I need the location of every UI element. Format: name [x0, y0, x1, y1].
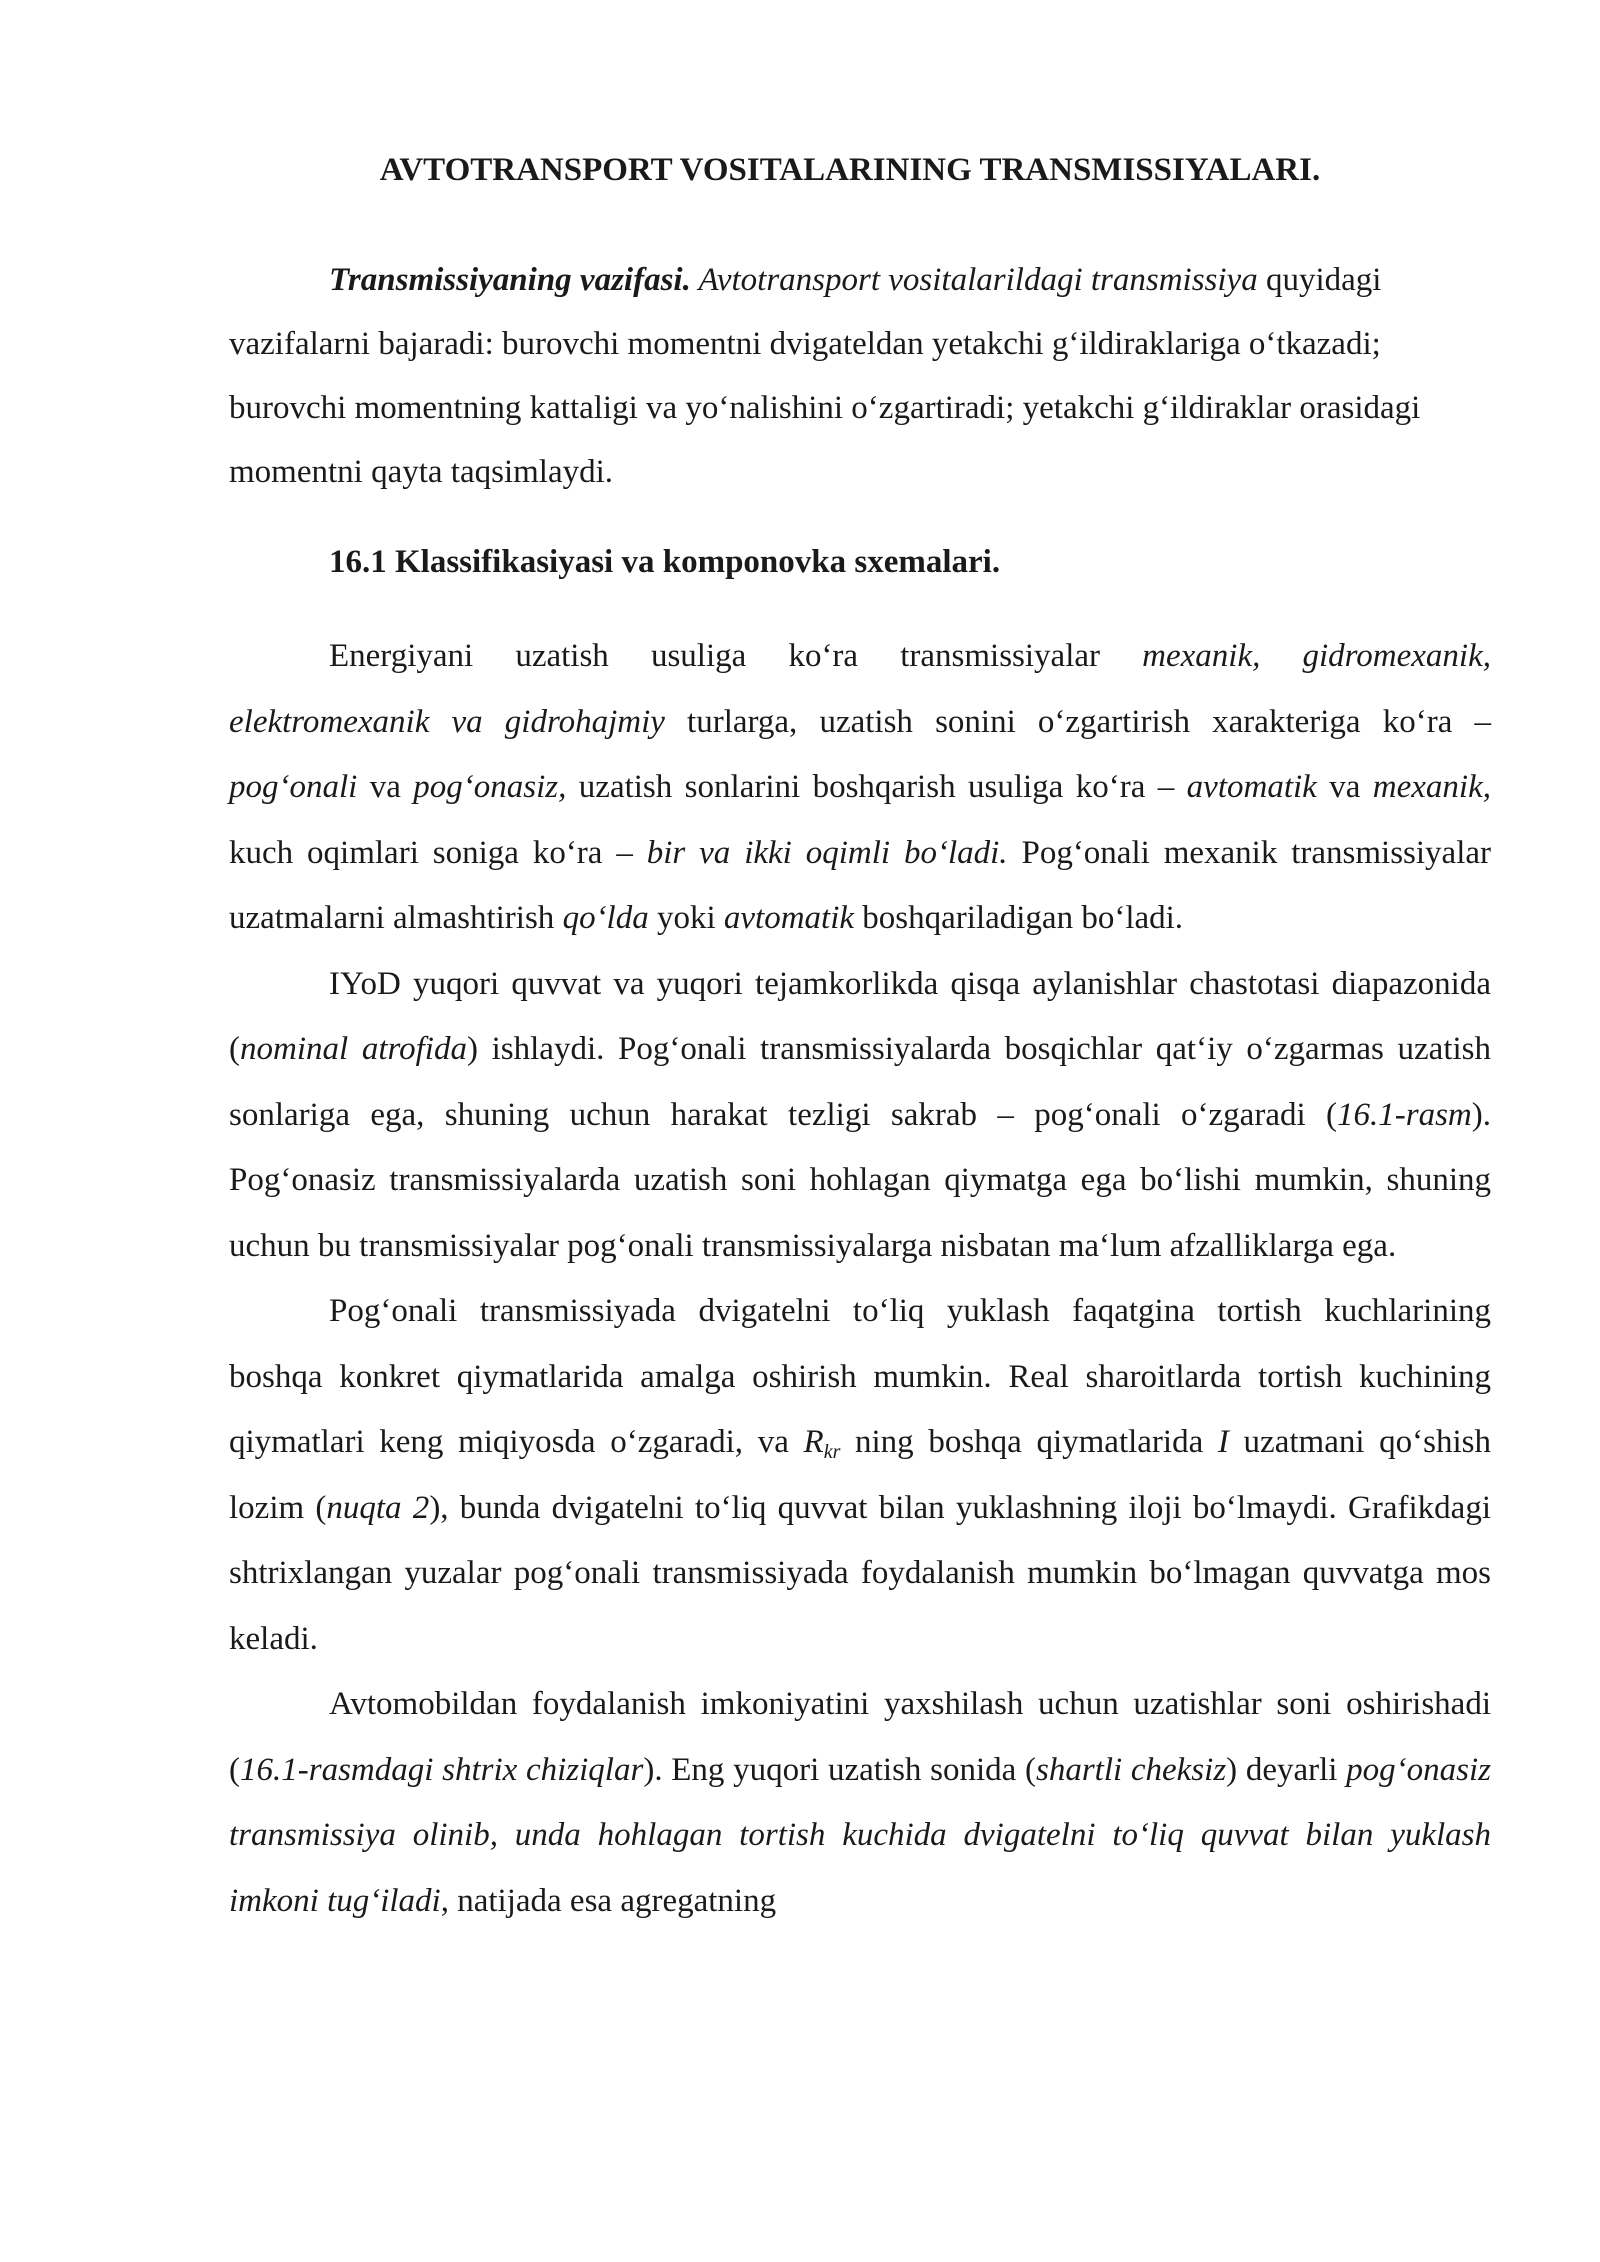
intro-text: quyidagi vazifalarni bajaradi: burovchi momentni dvigateldan yetakchi g‘ildiraklariga o‘tkazadi; burovchi momentning kattaligi va yo‘nalishini o‘zgartiradi; yetakchi g‘ildiraklar orasidagi momentni qayta taqsimlaydi. [229, 262, 1421, 490]
paragraph-4: Avtomobildan foydalanish imkoniyatini yaxshilash uchun uzatishlar soni oshirishadi (16.1-rasmdagi shtrix chiziqlar). Eng yuqori uzatish sonida (shartli cheksiz) deyarli pog‘onasiz transmissiya olinib, unda hohlagan tortish kuchida dvigatelni to‘liq quvvat bilan yuklash imkoni tug‘iladi, natijada esa agregatning [229, 1686, 1492, 1919]
paragraph-2: IYoD yuqori quvvat va yuqori tejamkorlikda qisqa aylanishlar chastotasi diapazonida (nominal atrofida) ishlaydi. Pog‘onali transmissiyalarda bosqichlar qat‘iy o‘zgarmas uzatish sonlariga ega, shuning uchun harakat tezligi sakrab – pog‘onali o‘zgaradi (16.1-rasm). Pog‘onasiz transmissiyalarda uzatish soni hohlagan qiymatga ega bo‘lishi mumkin, shuning uchun bu transmissiyalar pog‘onali transmissiyalarga nisbatan ma‘lum afzalliklarga ega. [229, 965, 1491, 1264]
body-text [229, 624, 1491, 1934]
page-title: AVTOTRANSPORT VOSITALARINING TRANSMISSIYALARI. [379, 152, 1321, 188]
intro-lead: Transmissiyaning vazifasi. [329, 262, 691, 298]
paragraph-3: Pog‘onali transmissiyada dvigatelni to‘liq yuklash faqatgina tortish kuchlarining boshqa konkret qiymatlarida amalga oshirish mumkin. Real sharoitlarda tortish kuchining qiymatlari keng miqiyosda o‘zgaradi, va $R_{kr}$ ning boshqa qiymatlarida I uzatmani qo‘shish lozim (nuqta 2), bunda dvigatelni to‘liq quvvat bilan yuklashning iloji bo‘lmaydi. Grafikdagi shtrixlangan yuzalar pog‘onali transmissiyada foydalanish mumkin bo‘lmagan quvvatga mos keladi. [229, 1293, 1491, 1657]
paragraph-1: Energiyani uzatish usuliga ko‘ra transmissiyalar mexanik, gidromexanik, elektromexanik va gidrohajmiy turlarga, uzatish sonini o‘zgartirish xarakteriga ko‘ra – pog‘onali va pog‘onasiz, uzatish sonlarini boshqarish usuliga ko‘ra – avtomatik va mexanik, kuch oqimlari soniga ko‘ra – bir va ikki oqimli bo‘ladi. Pog‘onali mexanik transmissiyalar uzatmalarni almashtirish qo‘lda yoki avtomatik boshqariladigan bo‘ladi. [229, 638, 1492, 936]
intro-paragraph [229, 248, 1491, 504]
intro-italic: Avtotransport vositalarildagi transmissiya [690, 262, 1258, 298]
section-heading: 16.1 Klassifikasiyasi va komponovka sxemalari. [329, 544, 1001, 580]
